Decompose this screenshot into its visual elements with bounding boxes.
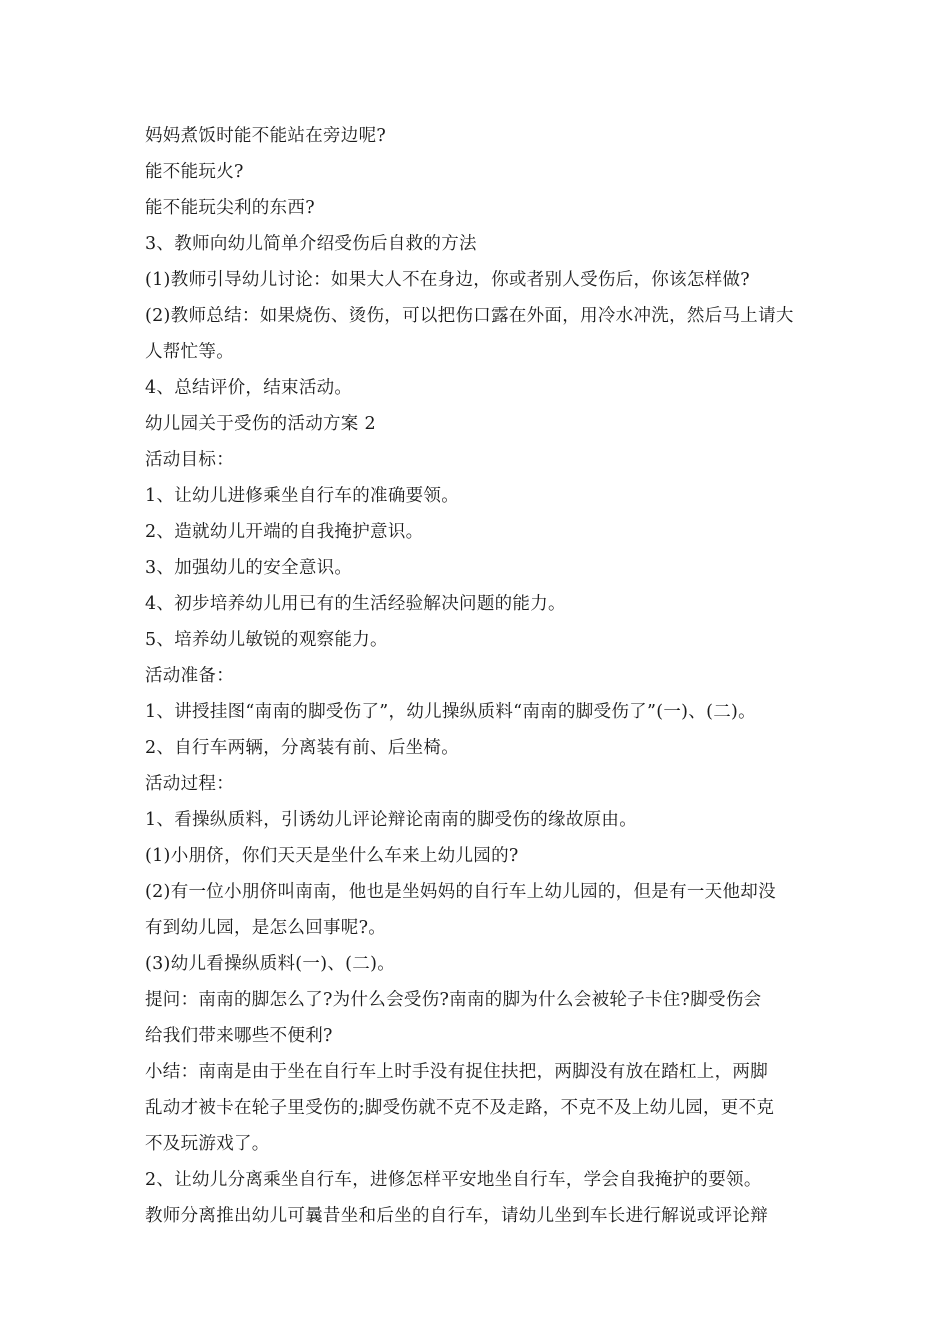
text-line: 教师分离推出幼儿可曩昔坐和后坐的自行车，请幼儿坐到车长进行解说或评论辩 xyxy=(145,1206,768,1226)
text-line: 3、加强幼儿的安全意识。 xyxy=(145,558,353,578)
document-body xyxy=(145,118,813,1234)
text-line: 不及玩游戏了。 xyxy=(145,1134,270,1154)
text-line: 人帮忙等。 xyxy=(145,342,234,362)
text-line: 1、看操纵质料，引诱幼儿评论辩论南南的脚受伤的缘故原由。 xyxy=(145,810,638,830)
heading-goals: 活动目标： xyxy=(145,450,234,470)
text-line: 1、讲授挂图“南南的脚受伤了”，幼儿操纵质料“南南的脚受伤了”(一)、(二)。 xyxy=(145,702,756,722)
text-line: 小结：南南是由于坐在自行车上时手没有捉住扶把，两脚没有放在踏杠上，两脚 xyxy=(145,1062,768,1082)
text-line: 提问：南南的脚怎么了?为什么会受伤?南南的脚为什么会被轮子卡住?脚受伤会 xyxy=(145,990,762,1010)
text-line: (2)教师总结：如果烧伤、烫伤，可以把伤口露在外面，用冷水冲洗，然后马上请大 xyxy=(145,306,794,326)
text-line: 妈妈煮饭时能不能站在旁边呢? xyxy=(145,126,387,146)
text-line: 给我们带来哪些不便利? xyxy=(145,1026,333,1046)
text-line: 4、总结评价，结束活动。 xyxy=(145,378,353,398)
text-line: 2、自行车两辆，分离装有前、后坐椅。 xyxy=(145,738,460,758)
text-line: (1)教师引导幼儿讨论：如果大人不在身边，你或者别人受伤后，你该怎样做? xyxy=(145,270,750,290)
heading-preparation: 活动准备： xyxy=(145,666,234,686)
text-line: 能不能玩火? xyxy=(145,162,244,182)
text-line: 4、初步培养幼儿用已有的生活经验解决问题的能力。 xyxy=(145,594,566,614)
text-line: 有到幼儿园，是怎么回事呢?。 xyxy=(145,918,387,938)
section-title: 幼儿园关于受伤的活动方案 2 xyxy=(145,414,376,434)
heading-process: 活动过程： xyxy=(145,774,234,794)
text-line: (3)幼儿看操纵质料(一)、(二)。 xyxy=(145,954,395,974)
text-line: 能不能玩尖利的东西? xyxy=(145,198,315,218)
text-line: 1、让幼儿进修乘坐自行车的准确要领。 xyxy=(145,486,460,506)
text-line: 2、让幼儿分离乘坐自行车，进修怎样平安地坐自行车，学会自我掩护的要领。 xyxy=(145,1170,762,1190)
text-line: 5、培养幼儿敏锐的观察能力。 xyxy=(145,630,388,650)
text-line: 3、教师向幼儿简单介绍受伤后自救的方法 xyxy=(145,234,477,254)
text-line: (2)有一位小朋侪叫南南，他也是坐妈妈的自行车上幼儿园的，但是有一天他却没 xyxy=(145,882,776,902)
text-line: (1)小朋侪，你们天天是坐什么车来上幼儿园的? xyxy=(145,846,519,866)
text-line: 2、造就幼儿开端的自我掩护意识。 xyxy=(145,522,424,542)
text-line: 乱动才被卡在轮子里受伤的;脚受伤就不克不及走路，不克不及上幼儿园，更不克 xyxy=(145,1098,775,1118)
